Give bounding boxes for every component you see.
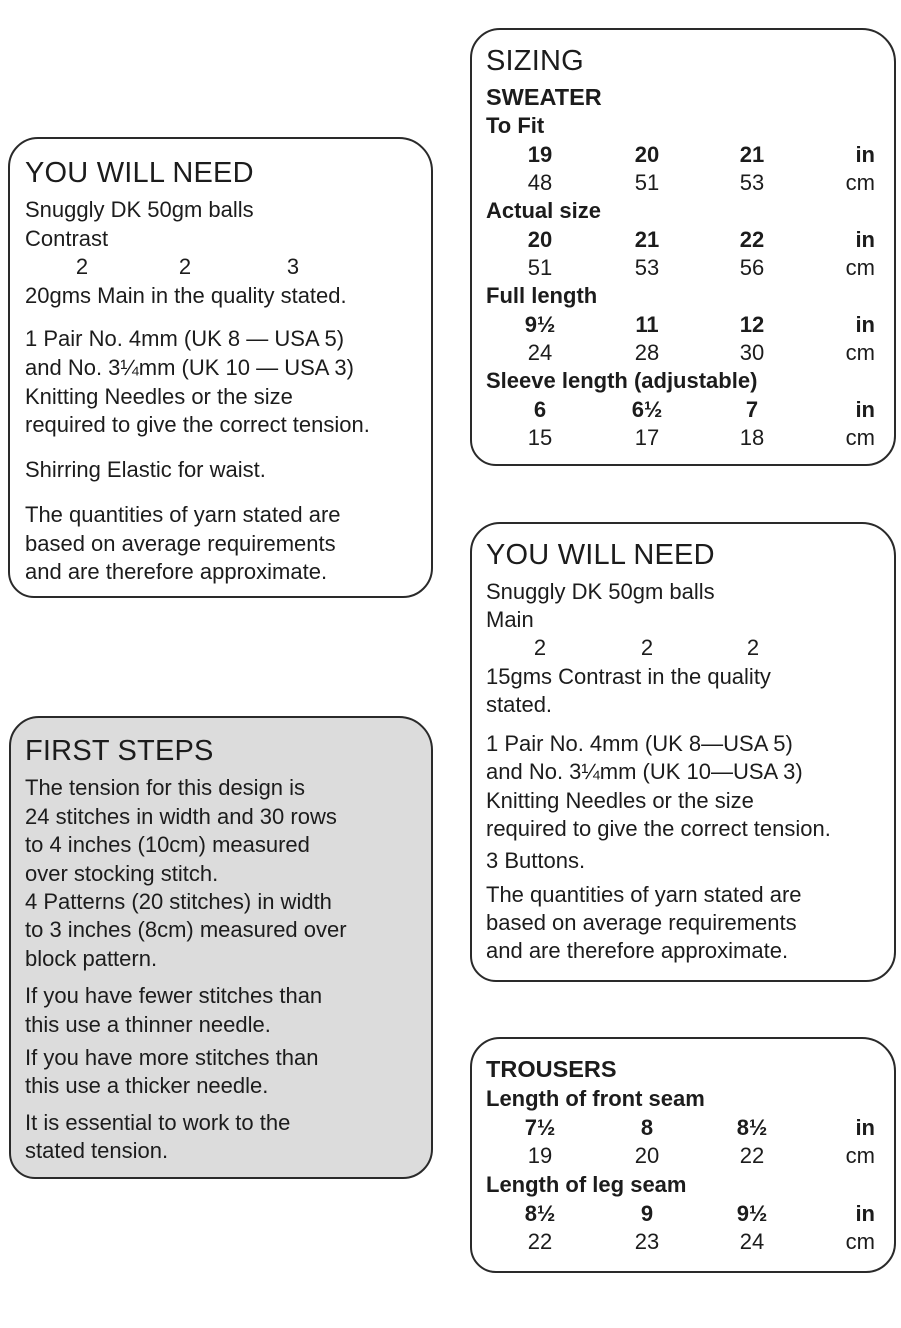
quantity-size-1: 2 [75,254,89,279]
size-in-value: 11 [635,312,659,337]
size-cm-value: 18 [739,425,765,450]
size-cm-value: 22 [527,1229,553,1254]
size-cm-value: 19 [527,1143,553,1168]
yarn-type: Snuggly DK 50gm balls [486,579,715,604]
unit-in-label: in [855,312,875,337]
size-cm-value: 24 [527,340,553,365]
quantity-size-1: 2 [533,635,547,660]
needles-line-1: 1 Pair No. 4mm (UK 8—USA 5) [486,731,793,756]
contrast-line-2: stated. [486,692,553,717]
unit-in-label: in [855,397,875,422]
size-group-label: To Fit [486,113,545,138]
garment-heading: SWEATER [486,84,602,110]
needles-line-3: Knitting Needles or the size [486,788,754,813]
approx-note-line-1: The quantities of yarn stated are [486,882,802,907]
tension-line-1: The tension for this design is [25,775,306,800]
needles-line-4: required to give the correct tension. [25,412,370,437]
needles-line-3: Knitting Needles or the size [25,384,293,409]
yarn-type: Snuggly DK 50gm balls [25,197,254,222]
size-cm-value: 17 [634,425,660,450]
size-cm-value: 20 [634,1143,660,1168]
fewer-line-2: this use a thinner needle. [25,1012,271,1037]
size-cm-value: 23 [634,1229,660,1254]
size-cm-value: 56 [739,255,765,280]
size-cm-value: 24 [739,1229,765,1254]
size-in-value: 21 [739,142,765,167]
size-in-value: 21 [634,227,660,252]
tension-line-6: to 3 inches (8cm) measured over [25,917,347,942]
size-cm-value: 53 [739,170,765,195]
unit-cm-label: cm [845,1229,875,1254]
size-in-value: 9 [640,1201,654,1226]
unit-cm-label: cm [845,1143,875,1168]
size-group-label: Full length [486,283,598,308]
essential-line-1: It is essential to work to the [25,1110,291,1135]
size-in-value: 8½ [524,1201,556,1226]
tension-line-2: 24 stitches in width and 30 rows [25,804,337,829]
box-title: SIZING [486,45,584,77]
approx-note-line-3: and are therefore approximate. [25,559,328,584]
size-group-label: Length of front seam [486,1086,705,1111]
unit-in-label: in [855,1201,875,1226]
size-in-value: 20 [527,227,553,252]
more-line-1: If you have more stitches than [25,1045,319,1070]
size-in-value: 7 [745,397,759,422]
unit-cm-label: cm [845,340,875,365]
size-in-value: 20 [634,142,660,167]
size-in-value: 22 [739,227,765,252]
size-in-value: 6½ [631,397,663,422]
size-group-label: Sleeve length (adjustable) [486,368,758,393]
size-group-label: Length of leg seam [486,1172,687,1197]
size-cm-value: 53 [634,255,660,280]
approx-note-line-3: and are therefore approximate. [486,938,789,963]
unit-cm-label: cm [845,425,875,450]
size-group-label: Actual size [486,198,601,223]
size-in-value: 8½ [736,1115,768,1140]
size-in-value: 12 [739,312,765,337]
size-in-value: 7½ [524,1115,556,1140]
size-in-value: 19 [527,142,553,167]
quantity-size-2: 2 [640,635,654,660]
approx-note-line-2: based on average requirements [25,531,336,556]
garment-heading: TROUSERS [486,1056,617,1082]
needles-line-2: and No. 3¼mm (UK 10 — USA 3) [25,355,354,380]
tension-line-7: block pattern. [25,946,158,971]
quantity-size-3: 3 [286,254,300,279]
size-in-value: 9½ [736,1201,768,1226]
size-cm-value: 30 [739,340,765,365]
contrast-line-1: 15gms Contrast in the quality [486,664,771,689]
needles-line-4: required to give the correct tension. [486,816,831,841]
quantity-size-3: 2 [746,635,760,660]
approx-note-line-1: The quantities of yarn stated are [25,502,341,527]
needles-line-1: 1 Pair No. 4mm (UK 8 — USA 5) [25,326,345,351]
elastic-line: Shirring Elastic for waist. [25,457,266,482]
essential-line-2: stated tension. [25,1138,169,1163]
unit-cm-label: cm [845,255,875,280]
trousers-box [470,1037,896,1273]
sizing-box [470,28,896,466]
unit-in-label: in [855,227,875,252]
yarn-colour: Contrast [25,226,109,251]
unit-cm-label: cm [845,170,875,195]
size-cm-value: 15 [527,425,553,450]
yarn-colour: Main [486,607,534,632]
you-will-need-main-box [470,522,896,982]
box-title: FIRST STEPS [25,735,214,767]
tension-line-5: 4 Patterns (20 stitches) in width [25,889,332,914]
unit-in-label: in [855,1115,875,1140]
size-in-value: 8 [640,1115,654,1140]
size-cm-value: 48 [527,170,553,195]
needles-line-2: and No. 3¼mm (UK 10—USA 3) [486,759,803,784]
size-cm-value: 22 [739,1143,765,1168]
unit-in-label: in [855,142,875,167]
size-cm-value: 51 [527,255,553,280]
size-in-value: 6 [533,397,547,422]
box-title: YOU WILL NEED [25,157,254,189]
you-will-need-contrast-box [8,137,433,598]
tension-line-3: to 4 inches (10cm) measured [25,832,310,857]
size-in-value: 9½ [524,312,556,337]
main-yarn-line: 20gms Main in the quality stated. [25,283,347,308]
tension-line-4: over stocking stitch. [25,861,219,886]
fewer-line-1: If you have fewer stitches than [25,983,323,1008]
approx-note-line-2: based on average requirements [486,910,797,935]
more-line-2: this use a thicker needle. [25,1073,269,1098]
box-title: YOU WILL NEED [486,539,715,571]
size-cm-value: 28 [634,340,660,365]
quantity-size-2: 2 [178,254,192,279]
size-cm-value: 51 [634,170,660,195]
first-steps-box [9,716,433,1179]
buttons-line: 3 Buttons. [486,848,586,873]
